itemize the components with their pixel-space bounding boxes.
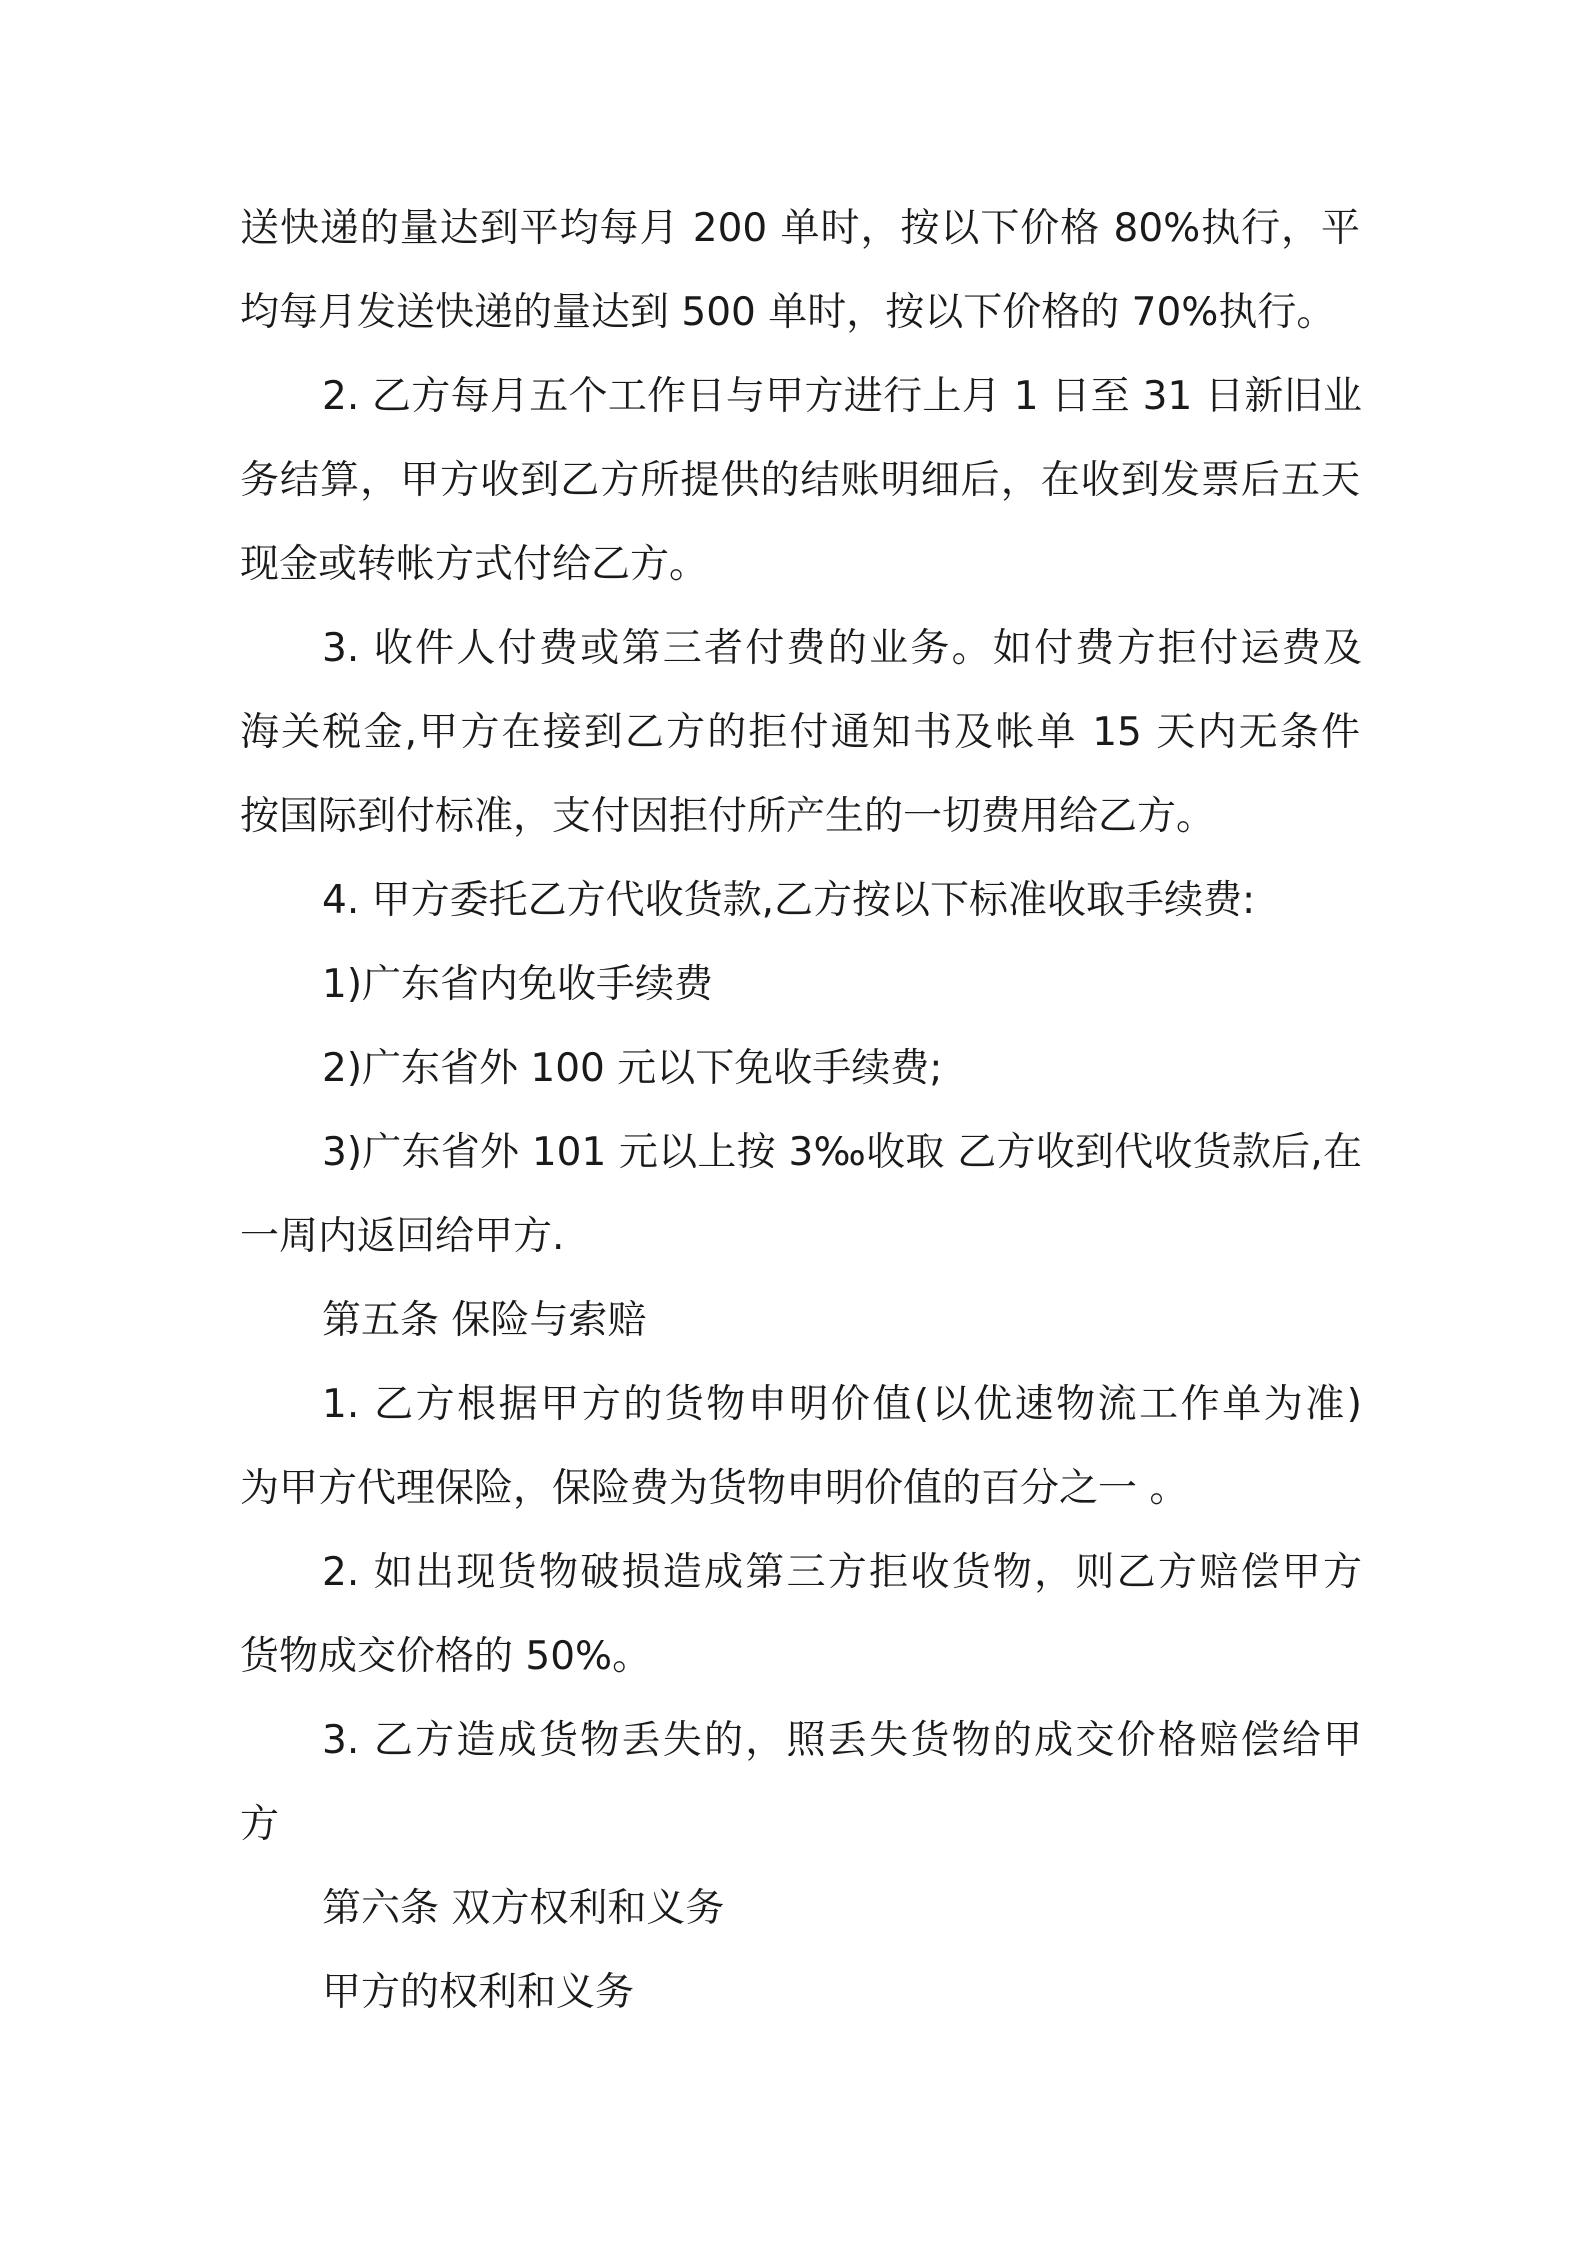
text-line: 送快递的量达到平均每月 200 单时，按以下价格 80%执行，平 <box>240 206 1360 251</box>
text-line: 货物成交价格的 50%。 <box>240 1634 652 1679</box>
text-line: 现金或转帐方式付给乙方。 <box>240 542 709 587</box>
section-heading: 第五条 保险与索赔 <box>322 1298 647 1343</box>
text-line: 1)广东省内免收手续费 <box>322 962 714 1007</box>
text-line: 2. 乙方每月五个工作日与甲方进行上月 1 日至 31 日新旧业 <box>322 374 1362 419</box>
text-line: 海关税金,甲方在接到乙方的拒付通知书及帐单 15 天内无条件 <box>240 710 1360 755</box>
text-line: 2. 如出现货物破损造成第三方拒收货物，则乙方赔偿甲方 <box>322 1550 1362 1595</box>
text-line: 2)广东省外 100 元以下免收手续费; <box>322 1046 943 1091</box>
section-heading: 第六条 双方权利和义务 <box>322 1886 725 1931</box>
text-line: 均每月发送快递的量达到 500 单时，按以下价格的 70%执行。 <box>240 290 1336 335</box>
text-line: 方 <box>240 1802 280 1847</box>
text-line: 一周内返回给甲方. <box>240 1214 565 1259</box>
text-line: 1. 乙方根据甲方的货物申明价值(以优速物流工作单为准) <box>322 1382 1362 1427</box>
text-line: 务结算，甲方收到乙方所提供的结账明细后，在收到发票后五天 <box>240 458 1360 503</box>
text-line: 按国际到付标准，支付因拒付所产生的一切费用给乙方。 <box>240 794 1216 839</box>
text-line: 4. 甲方委托乙方代收货款,乙方按以下标准收取手续费: <box>322 878 1256 923</box>
subsection-heading: 甲方的权利和义务 <box>322 1970 635 2015</box>
text-line: 3)广东省外 101 元以上按 3‰收取 乙方收到代收货款后,在 <box>322 1130 1362 1175</box>
text-line: 3. 收件人付费或第三者付费的业务。如付费方拒付运费及 <box>322 626 1362 671</box>
text-line: 3. 乙方造成货物丢失的，照丢失货物的成交价格赔偿给甲 <box>322 1718 1362 1763</box>
text-line: 为甲方代理保险，保险费为货物申明价值的百分之一 。 <box>240 1466 1189 1511</box>
